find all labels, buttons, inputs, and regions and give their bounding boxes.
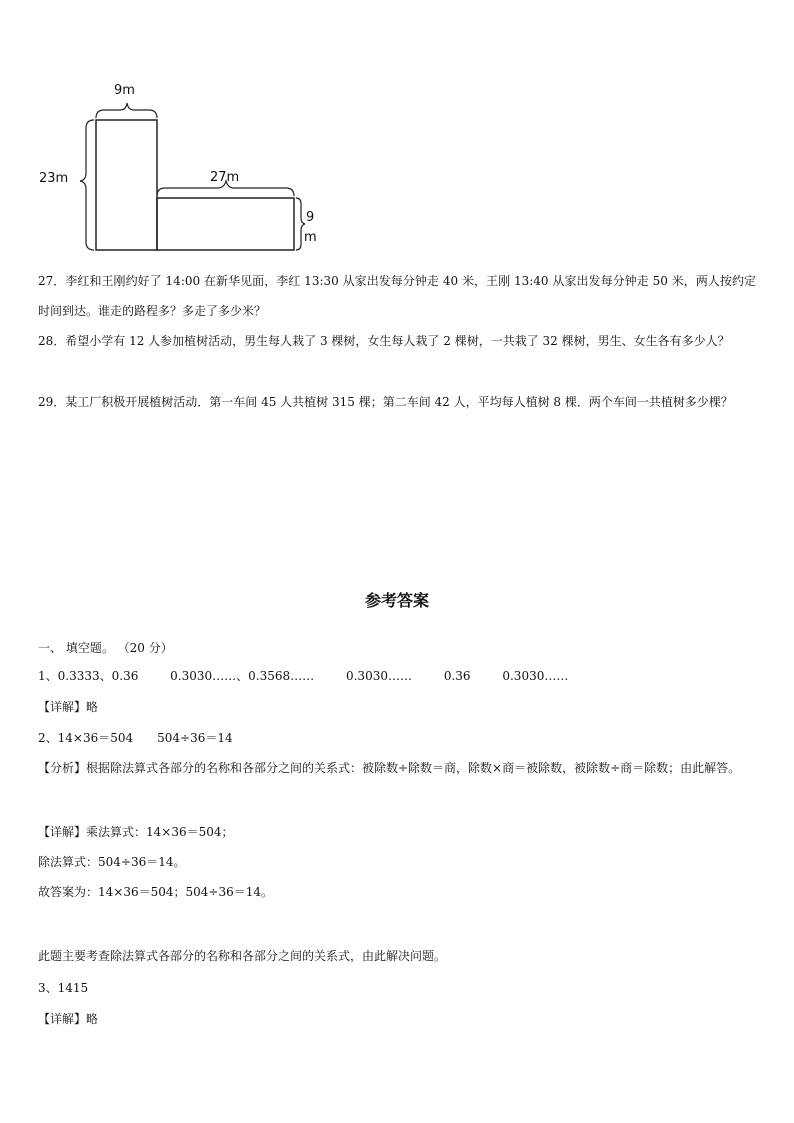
- answer-1-item: 0.3030……: [502, 669, 569, 683]
- left-brace: [80, 120, 94, 250]
- left-height-label: 23m: [39, 171, 69, 186]
- tall-rectangle: [96, 120, 157, 250]
- wide-rectangle: [157, 198, 294, 250]
- answer-1-item: 0.3030……: [345, 669, 412, 683]
- answer-3: 3、1415: [38, 981, 89, 995]
- answer-2-detail-2: 除法算式：504÷36＝14。: [38, 855, 186, 869]
- right-width-label: 27m: [210, 170, 240, 185]
- answer-1: [38, 667, 758, 684]
- l-shape-diagram: [30, 78, 330, 258]
- question-27: 27．李红和王刚约好了 14:00 在新华见面，李红 13:30 从家出发每分钟走 40 米，王刚 13:40 从家出发每分钟走 50 米，两人按约定时间到达。谁走的路程多？多走了多少米？: [38, 274, 756, 318]
- answer-3-detail: 【详解】略: [38, 1012, 99, 1026]
- top-brace: [96, 103, 157, 118]
- answer-1-item: 1、0.3333、0.36: [38, 669, 139, 683]
- answers-title: 参考答案: [364, 591, 429, 610]
- answer-2-detail-1: 【详解】乘法算式：14×36＝504；: [38, 825, 234, 839]
- answer-1-item: 0.3030……、0.3568……: [170, 669, 315, 683]
- answer-1-item: 0.36: [443, 669, 471, 683]
- question-28: 28．希望小学有 12 人参加植树活动，男生每人栽了 3 棵树，女生每人栽了 2 棵树，一共栽了 32 棵树，男生、女生各有多少人？: [38, 334, 730, 348]
- l-shape-figure: [30, 78, 330, 258]
- right-height-label-b: m: [304, 230, 317, 245]
- right-height-label-a: 9: [306, 210, 315, 225]
- top-width-label: 9m: [114, 83, 135, 98]
- section-heading: 一、 填空题。 （20 分）: [38, 641, 173, 655]
- answer-2-detail-3: 故答案为：14×36＝504；504÷36＝14。: [38, 885, 273, 899]
- answer-2-analysis: 【分析】根据除法算式各部分的名称和各部分之间的关系式：被除数÷除数＝商，除数×商＝被除数，被除数÷商＝除数；由此解答。: [38, 761, 741, 775]
- answer-1-detail: 【详解】略: [38, 700, 99, 714]
- answer-2-note: 此题主要考查除法算式各部分的名称和各部分之间的关系式，由此解决问题。: [38, 949, 447, 963]
- question-29: 29．某工厂积极开展植树活动．第一车间 45 人共植树 315 棵；第二车间 42 人，平均每人植树 8 棵．两个车间一共植树多少棵？: [38, 395, 733, 409]
- answer-2: 2、14×36＝504 504÷36＝14: [38, 731, 233, 745]
